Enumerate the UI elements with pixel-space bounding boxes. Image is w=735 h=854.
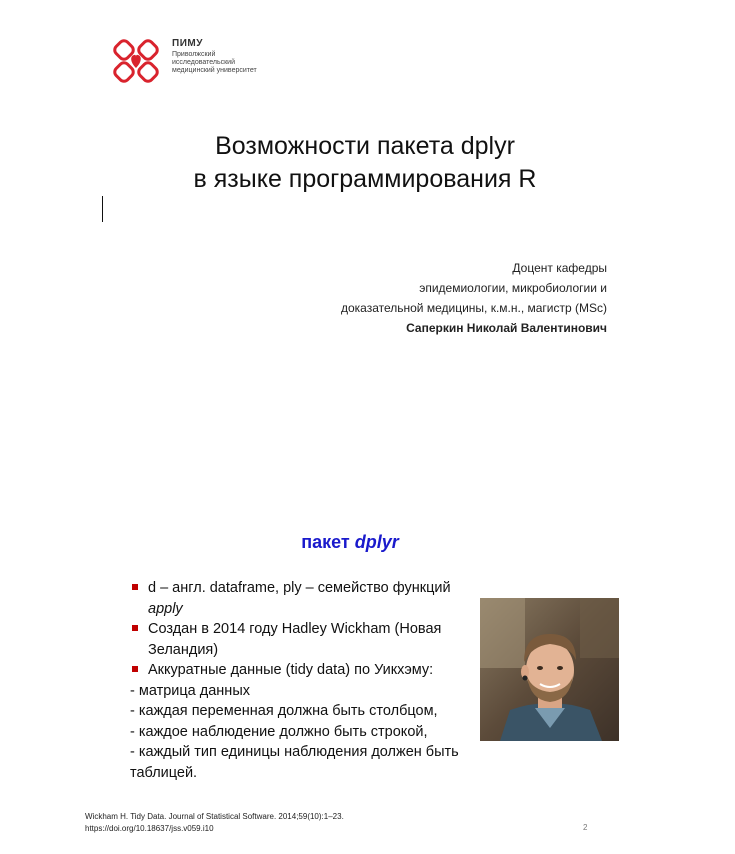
rule-line: - каждый тип единицы наблюдения должен быть (130, 744, 459, 760)
author-name: Саперкин Николай Валентинович (406, 321, 607, 335)
logo-subtitle-line: Приволжский (172, 51, 216, 58)
logo-subtitle-line: медицинский университет (172, 67, 257, 74)
bullet-square-icon (132, 666, 138, 672)
pimu-logo-icon (110, 38, 166, 86)
bullet-text: apply (148, 600, 183, 617)
portrait-image (480, 598, 619, 741)
slide-heading-prefix: пакет (301, 532, 355, 552)
page-number: 2 (583, 823, 588, 832)
bullet-text: Аккуратные данные (tidy data) по Уикхэму: (148, 662, 434, 678)
author-photo (480, 598, 619, 741)
rule-line: - каждая переменная должна быть столбцом, (130, 703, 438, 719)
slide-heading-package: dplyr (354, 532, 399, 552)
logo-subtitle-line: исследовательский (172, 59, 235, 66)
logo-name: ПИМУ (172, 38, 203, 49)
title-line-2-text: в языке программирования R (193, 165, 537, 193)
bullet-square-icon (132, 625, 138, 631)
slide-content (130, 578, 490, 783)
title-line-2 (100, 163, 630, 222)
bullet-item (130, 619, 490, 660)
bullet-item (130, 578, 490, 619)
tidy-data-rules (130, 681, 490, 784)
logo-subtitle (172, 51, 312, 75)
bullet-text: Зеландия) (148, 641, 219, 658)
rule-line: таблицей. (130, 764, 198, 781)
text-cursor (102, 196, 103, 222)
university-logo (110, 38, 300, 86)
document-title (100, 130, 630, 222)
reference-doi-link[interactable]: https://doi.org/10.18637/jss.v059.i10 (85, 824, 214, 833)
bullet-item (130, 660, 490, 681)
bullet-text: d – англ. dataframe, ply – семейство функций (148, 580, 451, 596)
slide-heading (200, 532, 500, 553)
author-block (250, 258, 607, 338)
title-line-1: Возможности пакета dplyr (215, 132, 515, 160)
rule-line: - матрица данных (130, 682, 250, 699)
reference (85, 811, 344, 835)
author-position-line: эпидемиологии, микробиологии и (419, 281, 607, 295)
rule-line: - каждое наблюдение должно быть строкой, (130, 723, 428, 740)
author-position-line: доказательной медицины, к.м.н., магистр (MSc) (340, 301, 607, 315)
reference-citation: Wickham H. Tidy Data. Journal of Statistical Software. 2014;59(10):1–23. (85, 812, 344, 821)
bullet-text: Создан в 2014 году Hadley Wickham (Новая (148, 621, 442, 637)
bullet-square-icon (132, 584, 138, 590)
author-position-line: Доцент кафедры (512, 261, 607, 275)
